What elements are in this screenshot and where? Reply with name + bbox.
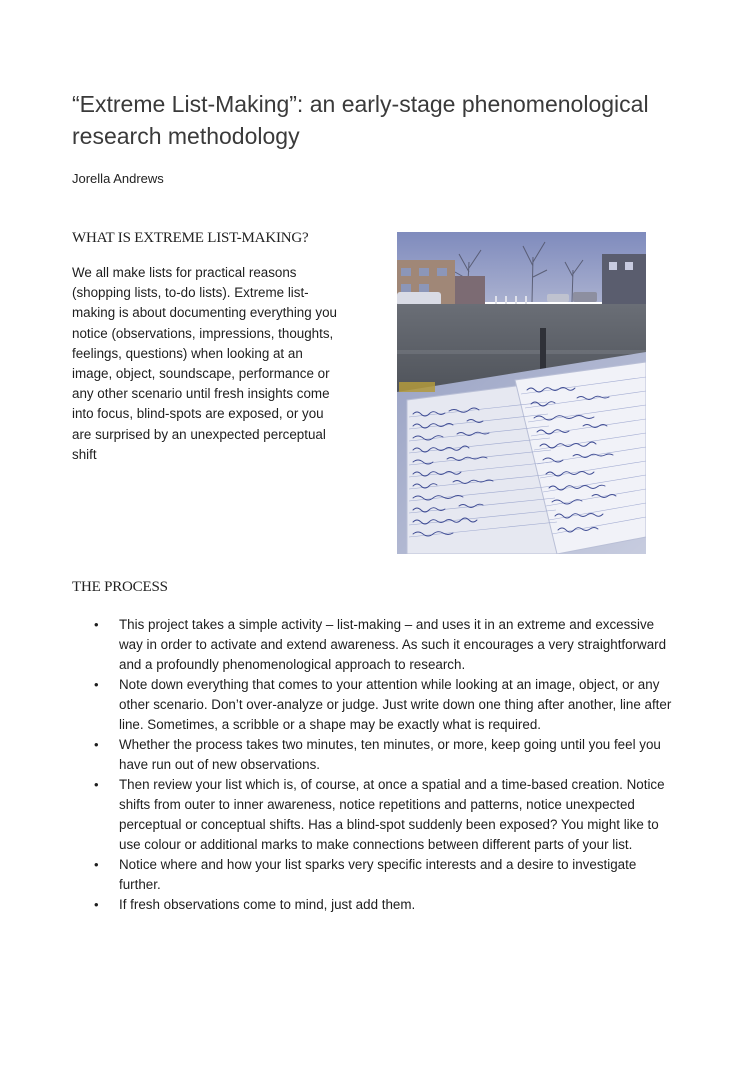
bullet-marker: • xyxy=(94,777,99,792)
bullet-marker: • xyxy=(94,617,99,632)
document-title: “Extreme List-Making”: an early-stage phenomenological research methodology xyxy=(72,91,649,149)
bullet-marker: • xyxy=(94,897,99,912)
photo-illustration xyxy=(397,232,646,554)
process-bullet-list xyxy=(72,615,672,915)
section-heading-what-is: WHAT IS EXTREME LIST-MAKING? xyxy=(72,230,309,246)
list-item-text: Note down everything that comes to your attention while looking at an image, object, or any other scenario. Don’t over-analyze or judge. Just write down one thing after another, line after line. Sometimes, a scribble or a shape may be exactly what is required. xyxy=(119,677,672,732)
list-item-text: Whether the process takes two minutes, ten minutes, or more, keep going until you feel you have run out of new observations. xyxy=(119,737,661,772)
list-item-text: This project takes a simple activity – list-making – and uses it in an extreme and excessive way in order to activate and extend awareness. As such it encourages a very straightforward and a profoundly phenomenological approach to research. xyxy=(119,617,667,672)
list-item xyxy=(72,775,672,855)
list-item xyxy=(72,675,672,735)
list-item xyxy=(72,735,672,775)
list-item-text: Notice where and how your list sparks very specific interests and a desire to investigate further. xyxy=(119,857,637,892)
bullet-marker: • xyxy=(94,737,99,752)
list-item-text: Then review your list which is, of course, at once a spatial and a time-based creation. Notice shifts from outer to inner awareness, notice repetitions and patterns, notice unexpected perceptual or conceptual shifts. Has a blind-spot suddenly been exposed? You might like to use colour or additional marks to make connections between different parts of your list. xyxy=(119,777,665,852)
list-item xyxy=(72,895,672,915)
section-heading-process: THE PROCESS xyxy=(72,579,168,595)
bullet-marker: • xyxy=(94,857,99,872)
list-item-text: If fresh observations come to mind, just add them. xyxy=(119,897,416,912)
intro-paragraph: We all make lists for practical reasons (shopping lists, to-do lists). Extreme list-making is about documenting everything you notice (observations, impressions, thoughts, feelings, questions) when looking at an image, object, soundscape, performance or any other scenario until fresh insights come into focus, blind-spots are exposed, or you are surprised by an unexpected perceptual shift xyxy=(72,265,337,462)
author-name: Jorella Andrews xyxy=(72,171,164,186)
list-item xyxy=(72,855,672,895)
list-item xyxy=(72,615,672,675)
list-making-photo xyxy=(397,232,646,554)
bullet-marker: • xyxy=(94,677,99,692)
